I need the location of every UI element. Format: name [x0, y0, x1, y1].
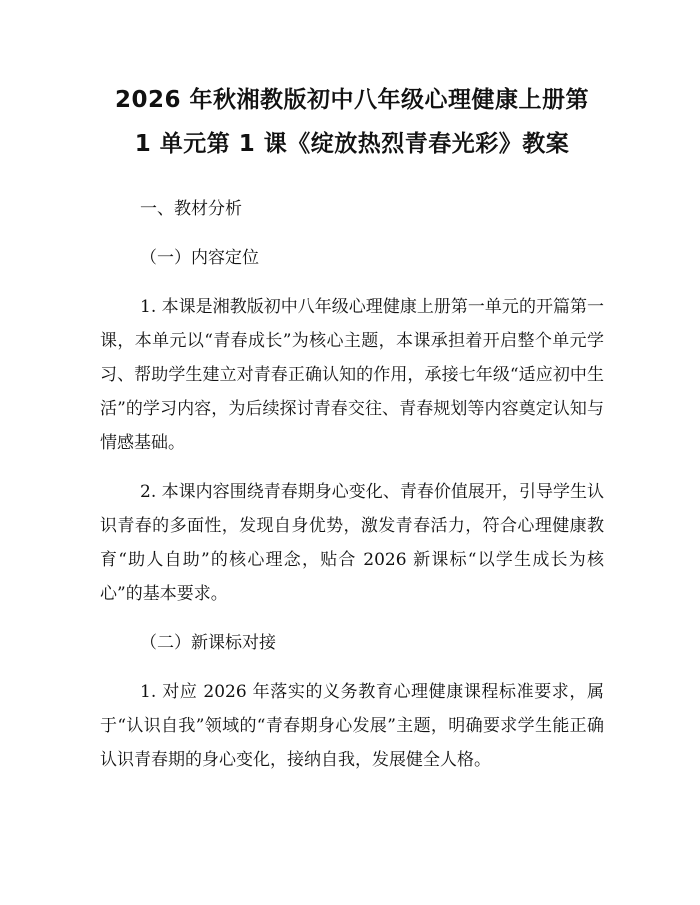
paragraph-2: 2. 本课内容围绕青春期身心变化、青春价值展开，引导学生认识青春的多面性，发现自身优势，激发青春活力，符合心理健康教育“助人自助”的核心理念，贴合 2026 新课标“以学生成长为核心”的基本要求。 [100, 482, 604, 604]
title-line-1: 2026 年秋湘教版初中八年级心理健康上册第 [114, 87, 590, 113]
subsection-heading-content-positioning: （一）内容定位 [140, 248, 259, 268]
title-line-2: 1 单元第 1 课《绽放热烈青春光彩》教案 [134, 131, 570, 157]
paragraph-1: 1. 本课是湘教版初中八年级心理健康上册第一单元的开篇第一课，本单元以“青春成长”为核心主题，本课承担着开启整个单元学习、帮助学生建立对青春正确认知的作用，承接七年级“适应初中生活”的学习内容，为后续探讨青春交往、青春规划等内容奠定认知与情感基础。 [100, 297, 604, 453]
section-heading-textbook-analysis: 一、教材分析 [140, 199, 242, 219]
document-body [100, 192, 604, 777]
subsection-heading-curriculum-standard: （二）新课标对接 [140, 633, 276, 653]
document-title [100, 78, 604, 166]
paragraph-3: 1. 对应 2026 年落实的义务教育心理健康课程标准要求，属于“认识自我”领域的“青春期身心发展”主题，明确要求学生能正确认识青春期的身心变化，接纳自我，发展健全人格。 [100, 682, 604, 770]
